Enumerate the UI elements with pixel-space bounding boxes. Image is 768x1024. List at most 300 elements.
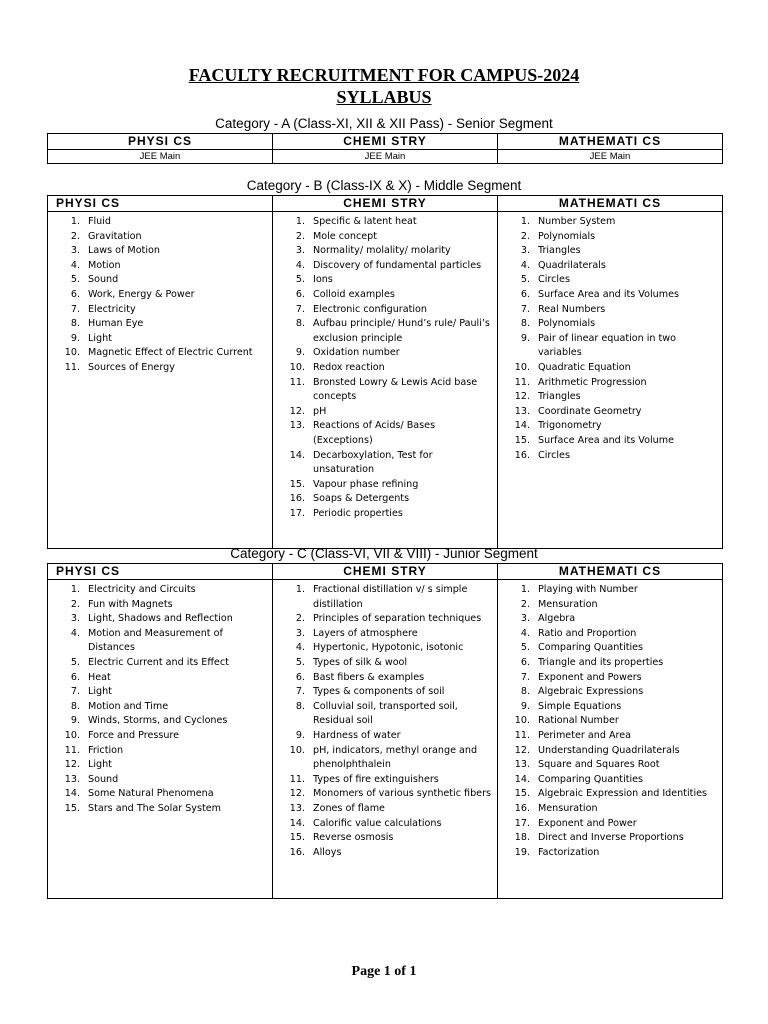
item-number: 2. <box>295 613 305 625</box>
list-item <box>498 288 718 303</box>
list-item <box>273 405 493 420</box>
item-text: Motion and Time <box>88 700 169 712</box>
item-text: Sound <box>88 274 119 286</box>
item-number: 4. <box>70 627 80 639</box>
list-item <box>498 215 718 230</box>
item-text: Bast fibers & examples <box>313 671 425 683</box>
category-a-chemistry-cell: JEE Main <box>273 150 498 164</box>
list-item <box>273 656 493 671</box>
item-text: Calorific value calculations <box>313 817 442 829</box>
category-a-mathematics-header: MATHEMATI CS <box>498 134 723 150</box>
category-a-physics-header: PHYSI CS <box>48 134 273 150</box>
list-item <box>48 700 268 715</box>
item-number: 2. <box>520 230 530 242</box>
item-number: 19. <box>514 846 530 858</box>
category-b-chemistry-header: CHEMI STRY <box>273 196 498 212</box>
item-number: 3. <box>295 245 305 257</box>
list-item <box>498 598 718 613</box>
list-item <box>273 449 493 478</box>
item-text: Circles <box>538 449 570 461</box>
item-number: 1. <box>70 584 80 595</box>
item-number: 12. <box>64 759 80 771</box>
item-number: 2. <box>70 230 80 242</box>
item-text: Light <box>88 686 112 698</box>
item-text: Quadrilaterals <box>538 259 606 271</box>
list-item <box>498 802 718 817</box>
category-b-mathematics-cell <box>498 212 723 549</box>
item-text: Circles <box>538 274 570 286</box>
item-text: Stars and The Solar System <box>88 802 221 814</box>
list-item <box>498 449 718 464</box>
item-text: Motion and Measurement of Distances <box>88 627 223 654</box>
item-text: Electricity <box>88 303 136 315</box>
item-number: 9. <box>70 715 80 727</box>
category-a-table <box>47 133 723 164</box>
item-text: Laws of Motion <box>88 245 160 257</box>
item-number: 9. <box>295 347 305 359</box>
list-item <box>48 758 268 773</box>
item-text: Algebraic Expression and Identities <box>538 788 708 800</box>
list-item <box>498 230 718 245</box>
item-text: Motion <box>88 259 121 271</box>
item-text: Types of silk & wool <box>313 656 408 668</box>
item-number: 5. <box>70 274 80 286</box>
list-item <box>273 612 493 627</box>
list-item <box>273 273 493 288</box>
item-text: Sound <box>88 773 119 785</box>
item-text: Hypertonic, Hypotonic, isotonic <box>313 642 464 654</box>
item-number: 16. <box>289 846 305 858</box>
list-item <box>48 802 268 817</box>
item-number: 11. <box>289 376 305 388</box>
list-item <box>498 729 718 744</box>
item-number: 10. <box>64 347 80 359</box>
item-text: Light <box>88 759 112 771</box>
list-item <box>48 288 268 303</box>
category-b-chemistry-list <box>273 212 497 521</box>
item-text: Pair of linear equation in two variables <box>538 332 677 359</box>
item-number: 11. <box>289 773 305 785</box>
item-text: Playing with Number <box>538 584 638 595</box>
item-number: 9. <box>520 332 530 344</box>
category-a-physics-cell: JEE Main <box>48 150 273 164</box>
item-number: 16. <box>289 493 305 505</box>
list-item <box>498 259 718 274</box>
item-text: Simple Equations <box>538 700 622 712</box>
item-number: 9. <box>295 729 305 741</box>
list-item <box>498 376 718 391</box>
item-number: 15. <box>514 434 530 446</box>
list-item <box>273 244 493 259</box>
list-item <box>498 656 718 671</box>
list-item <box>273 478 493 493</box>
list-item <box>48 332 268 347</box>
item-text: Specific & latent heat <box>313 216 417 227</box>
item-number: 6. <box>295 288 305 300</box>
list-item <box>498 846 718 861</box>
item-number: 14. <box>289 817 305 829</box>
item-number: 5. <box>520 274 530 286</box>
item-number: 3. <box>70 245 80 257</box>
list-item <box>273 230 493 245</box>
list-item <box>273 744 493 773</box>
item-text: Surface Area and its Volume <box>538 434 674 446</box>
item-text: Layers of atmosphere <box>313 627 418 639</box>
item-text: Sources of Energy <box>88 361 175 373</box>
item-text: Gravitation <box>88 230 142 242</box>
item-text: Trigonometry <box>538 420 602 432</box>
list-item <box>273 802 493 817</box>
list-item <box>273 817 493 832</box>
category-b-chemistry-cell <box>273 212 498 549</box>
list-item <box>273 317 493 346</box>
item-number: 11. <box>64 361 80 373</box>
item-number: 10. <box>514 715 530 727</box>
item-text: Reactions of Acids/ Bases (Exceptions) <box>313 420 436 446</box>
list-item <box>48 346 268 361</box>
item-text: Ions <box>313 274 333 286</box>
list-item <box>273 376 493 405</box>
item-number: 13. <box>514 759 530 771</box>
list-item <box>498 641 718 656</box>
item-number: 9. <box>520 700 530 712</box>
item-text: Ratio and Proportion <box>538 627 637 639</box>
item-number: 3. <box>520 613 530 625</box>
item-number: 13. <box>289 420 305 432</box>
list-item <box>48 259 268 274</box>
document-title: FACULTY RECRUITMENT FOR CAMPUS-2024 <box>188 65 580 85</box>
item-number: 1. <box>520 216 530 227</box>
item-number: 10. <box>289 744 305 756</box>
item-text: Polynomials <box>538 318 596 330</box>
item-text: Vapour phase refining <box>313 478 419 490</box>
category-b-mathematics-list <box>498 212 722 463</box>
list-item <box>498 831 718 846</box>
item-text: Mole concept <box>313 230 378 242</box>
item-text: Real Numbers <box>538 303 606 315</box>
item-number: 1. <box>70 216 80 227</box>
item-text: Fluid <box>88 216 112 227</box>
list-item <box>273 346 493 361</box>
list-item <box>48 244 268 259</box>
item-text: Colloid examples <box>313 288 395 300</box>
item-text: Types & components of soil <box>313 686 445 698</box>
item-text: Types of fire extinguishers <box>313 773 439 785</box>
list-item <box>498 612 718 627</box>
item-text: Mensuration <box>538 598 598 610</box>
item-text: Exponent and Powers <box>538 671 642 683</box>
item-text: Square and Squares Root <box>538 759 660 771</box>
item-text: Triangle and its properties <box>538 656 664 668</box>
item-number: 4. <box>520 259 530 271</box>
item-text: Exponent and Power <box>538 817 637 829</box>
item-number: 10. <box>289 361 305 373</box>
item-number: 6. <box>70 288 80 300</box>
list-item <box>498 671 718 686</box>
list-item <box>273 259 493 274</box>
item-number: 14. <box>289 449 305 461</box>
item-number: 5. <box>70 656 80 668</box>
item-text: Quadratic Equation <box>538 361 631 373</box>
list-item <box>273 492 493 507</box>
item-text: Human Eye <box>88 318 144 330</box>
list-item <box>273 685 493 700</box>
item-text: Work, Energy & Power <box>88 288 195 300</box>
list-item <box>273 773 493 788</box>
list-item <box>48 303 268 318</box>
category-b-physics-cell <box>48 212 273 549</box>
item-number: 1. <box>520 584 530 595</box>
item-number: 5. <box>295 274 305 286</box>
item-number: 5. <box>295 656 305 668</box>
list-item <box>498 817 718 832</box>
item-text: Understanding Quadrilaterals <box>538 744 680 756</box>
category-c-physics-cell <box>48 580 273 899</box>
item-number: 3. <box>70 613 80 625</box>
list-item <box>498 627 718 642</box>
item-number: 8. <box>70 700 80 712</box>
item-number: 7. <box>520 671 530 683</box>
list-item <box>273 729 493 744</box>
item-text: Factorization <box>538 846 600 858</box>
category-c-chemistry-list <box>273 580 497 860</box>
item-number: 7. <box>295 686 305 698</box>
item-number: 15. <box>289 478 305 490</box>
item-number: 14. <box>514 420 530 432</box>
item-number: 2. <box>70 598 80 610</box>
list-item <box>273 583 493 612</box>
item-number: 5. <box>520 642 530 654</box>
item-text: Some Natural Phenomena <box>88 788 214 800</box>
item-text: Algebraic Expressions <box>538 686 644 698</box>
list-item <box>48 714 268 729</box>
list-item <box>498 390 718 405</box>
list-item <box>273 671 493 686</box>
item-text: Comparing Quantities <box>538 773 644 785</box>
item-number: 4. <box>70 259 80 271</box>
item-text: Light <box>88 332 112 344</box>
item-text: Number System <box>538 216 616 227</box>
list-item <box>48 744 268 759</box>
item-number: 7. <box>295 303 305 315</box>
item-number: 8. <box>295 700 305 712</box>
list-item <box>498 758 718 773</box>
list-item <box>498 700 718 715</box>
list-item <box>273 831 493 846</box>
list-item <box>48 773 268 788</box>
list-item <box>498 273 718 288</box>
category-b-physics-list <box>48 212 272 376</box>
item-text: Aufbau principle/ Hund’s rule/ Pauli’s exclusion principle <box>313 318 490 344</box>
item-number: 12. <box>289 788 305 800</box>
item-text: Fractional distillation v/ s simple distillation <box>313 584 468 610</box>
item-number: 11. <box>514 729 530 741</box>
item-number: 1. <box>295 584 305 595</box>
list-item <box>48 627 268 656</box>
item-number: 3. <box>520 245 530 257</box>
item-text: Rational Number <box>538 715 619 727</box>
list-item <box>498 317 718 332</box>
item-number: 14. <box>64 788 80 800</box>
list-item <box>273 846 493 861</box>
item-text: Zones of flame <box>313 802 385 814</box>
item-text: Electric Current and its Effect <box>88 656 229 668</box>
item-number: 8. <box>520 686 530 698</box>
page-number: Page 1 of 1 <box>351 964 417 979</box>
list-item <box>498 787 718 802</box>
category-c-chemistry-cell <box>273 580 498 899</box>
item-number: 12. <box>289 405 305 417</box>
item-number: 14. <box>514 773 530 785</box>
list-item <box>48 317 268 332</box>
item-number: 8. <box>70 318 80 330</box>
item-number: 6. <box>520 656 530 668</box>
item-text: Triangles <box>538 391 581 403</box>
list-item <box>48 787 268 802</box>
item-number: 7. <box>70 303 80 315</box>
item-text: Light, Shadows and Reflection <box>88 613 233 625</box>
list-item <box>498 773 718 788</box>
category-b-physics-header: PHYSI CS <box>48 196 273 212</box>
item-text: pH, indicators, methyl orange and phenolphthalein <box>313 744 478 771</box>
list-item <box>48 656 268 671</box>
list-item <box>273 787 493 802</box>
list-item <box>498 744 718 759</box>
category-c-mathematics-list <box>498 580 722 860</box>
category-c-mathematics-header: MATHEMATI CS <box>498 564 723 580</box>
list-item <box>498 685 718 700</box>
item-text: Force and Pressure <box>88 729 180 741</box>
list-item <box>273 641 493 656</box>
item-number: 4. <box>520 627 530 639</box>
list-item <box>273 419 493 448</box>
item-text: Coordinate Geometry <box>538 405 642 417</box>
item-text: Reverse osmosis <box>313 832 394 844</box>
category-c-physics-list <box>48 580 272 817</box>
category-a-mathematics-cell: JEE Main <box>498 150 723 164</box>
list-item <box>273 700 493 729</box>
item-number: 9. <box>70 332 80 344</box>
item-number: 4. <box>295 642 305 654</box>
category-c-table <box>47 563 723 899</box>
item-text: Bronsted Lowry & Lewis Acid base concepts <box>313 376 478 403</box>
item-number: 7. <box>520 303 530 315</box>
item-number: 7. <box>70 686 80 698</box>
item-number: 15. <box>64 802 80 814</box>
list-item <box>498 303 718 318</box>
item-number: 13. <box>514 405 530 417</box>
list-item <box>273 288 493 303</box>
category-b-table <box>47 195 723 549</box>
list-item <box>498 405 718 420</box>
item-text: Mensuration <box>538 802 598 814</box>
item-text: Colluvial soil, transported soil, Residual soil <box>313 700 458 727</box>
list-item <box>498 361 718 376</box>
item-text: Heat <box>88 671 111 683</box>
item-number: 17. <box>289 507 305 519</box>
list-item <box>48 215 268 230</box>
item-text: Discovery of fundamental particles <box>313 259 482 271</box>
list-item <box>498 419 718 434</box>
item-text: Soaps & Detergents <box>313 493 410 505</box>
list-item <box>48 273 268 288</box>
list-item <box>48 671 268 686</box>
list-item <box>48 361 268 376</box>
item-number: 2. <box>295 230 305 242</box>
item-text: Winds, Storms, and Cyclones <box>88 715 228 727</box>
item-text: Direct and Inverse Proportions <box>538 832 684 844</box>
category-c-heading: Category - C (Class-VI, VII & VIII) - Junior Segment <box>230 546 538 561</box>
item-text: pH <box>313 405 327 417</box>
list-item <box>273 215 493 230</box>
item-text: Algebra <box>538 613 576 625</box>
list-item <box>498 244 718 259</box>
item-number: 15. <box>289 832 305 844</box>
item-text: Normality/ molality/ molarity <box>313 245 451 257</box>
item-number: 13. <box>289 802 305 814</box>
category-c-physics-header: PHYSI CS <box>48 564 273 580</box>
list-item <box>48 685 268 700</box>
item-text: Periodic properties <box>313 507 403 519</box>
item-text: Alloys <box>313 846 342 858</box>
item-number: 13. <box>64 773 80 785</box>
list-item <box>498 332 718 361</box>
item-text: Polynomials <box>538 230 596 242</box>
item-text: Comparing Quantities <box>538 642 644 654</box>
item-text: Fun with Magnets <box>88 598 173 610</box>
list-item <box>273 627 493 642</box>
item-number: 1. <box>295 216 305 227</box>
item-number: 2. <box>520 598 530 610</box>
item-number: 8. <box>295 318 305 330</box>
item-text: Perimeter and Area <box>538 729 632 741</box>
list-item <box>498 434 718 449</box>
list-item <box>273 303 493 318</box>
item-text: Electricity and Circuits <box>88 584 196 595</box>
item-number: 12. <box>514 391 530 403</box>
item-number: 10. <box>64 729 80 741</box>
item-text: Hardness of water <box>313 729 401 741</box>
list-item <box>498 714 718 729</box>
list-item <box>273 361 493 376</box>
category-b-heading: Category - B (Class-IX & X) - Middle Segment <box>246 178 522 193</box>
document-subtitle: SYLLABUS <box>336 87 432 107</box>
category-a-chemistry-header: CHEMI STRY <box>273 134 498 150</box>
item-text: Magnetic Effect of Electric Current <box>88 347 253 359</box>
item-number: 6. <box>70 671 80 683</box>
item-number: 3. <box>295 627 305 639</box>
list-item <box>48 598 268 613</box>
list-item <box>48 230 268 245</box>
list-item <box>48 729 268 744</box>
item-text: Principles of separation techniques <box>313 613 482 625</box>
category-c-chemistry-header: CHEMI STRY <box>273 564 498 580</box>
item-text: Decarboxylation, Test for unsaturation <box>313 449 433 476</box>
item-number: 6. <box>295 671 305 683</box>
item-text: Arithmetic Progression <box>538 376 647 388</box>
item-text: Redox reaction <box>313 361 385 373</box>
category-a-heading: Category - A (Class-XI, XII & XII Pass) - Senior Segment <box>215 116 553 131</box>
item-number: 6. <box>520 288 530 300</box>
list-item <box>273 507 493 522</box>
item-number: 17. <box>514 817 530 829</box>
item-number: 8. <box>520 318 530 330</box>
item-text: Monomers of various synthetic fibers <box>313 788 492 800</box>
item-number: 18. <box>514 832 530 844</box>
item-number: 16. <box>514 449 530 461</box>
category-c-mathematics-cell <box>498 580 723 899</box>
item-number: 11. <box>64 744 80 756</box>
